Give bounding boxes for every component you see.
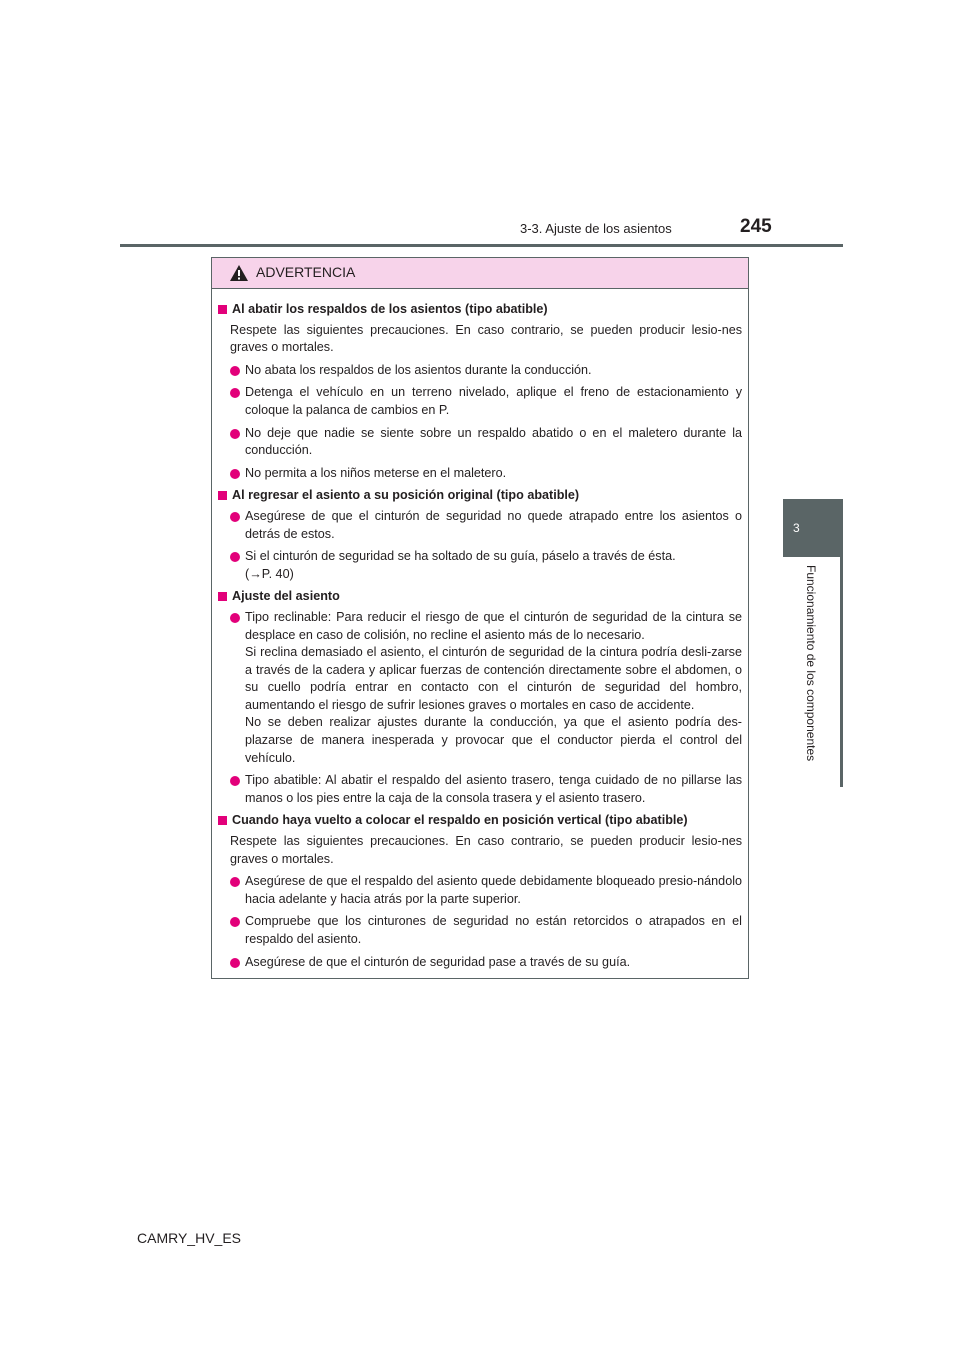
- list-item: Compruebe que los cinturones de seguridad no están retorcidos o atrapados en el respaldo del asiento.: [218, 913, 742, 948]
- section-heading: Al regresar el asiento a su posición original (tipo abatible): [218, 487, 742, 505]
- section-heading: Cuando haya vuelto a colocar el respaldo en posición vertical (tipo abatible): [218, 812, 742, 830]
- list-item: Tipo abatible: Al abatir el respaldo del asiento trasero, tenga cuidado de no pillarse las manos o los pies entre la caja de la consola trasera y el asiento trasero.: [218, 772, 742, 807]
- square-bullet-icon: [218, 816, 227, 825]
- warning-header: [212, 258, 748, 289]
- dot-bullet-icon: [230, 877, 240, 887]
- header-rule: [120, 244, 843, 247]
- dot-bullet-icon: [230, 613, 240, 623]
- square-bullet-icon: [218, 305, 227, 314]
- section-heading: Al abatir los respaldos de los asientos (tipo abatible): [218, 301, 742, 319]
- paragraph: No se deben realizar ajustes durante la conducción, ya que el asiento podría des-plazarse de manera inesperada y provocar que el conductor pierda el control del vehículo.: [245, 715, 742, 765]
- paragraph: Si reclina demasiado el asiento, el cinturón de seguridad de la cintura podría desli-zarse a través de la cadera y aplicar fuerzas de contención directamente sobre el abdomen, o su cuello podría entrar en contacto con el cinturón de seguridad del hombro, aumentando el riesgo de sufrir lesiones graves o mortales en caso de accidente.: [245, 645, 742, 712]
- dot-bullet-icon: [230, 552, 240, 562]
- list-item: Asegúrese de que el cinturón de seguridad pase a través de su guía.: [218, 954, 742, 972]
- list-item: Asegúrese de que el respaldo del asiento quede debidamente bloqueado presio-nándolo hacia adelante y hacia atrás por la parte superior.: [218, 873, 742, 908]
- list-item: No abata los respaldos de los asientos durante la conducción.: [218, 362, 742, 380]
- chapter-title-vertical: [800, 565, 822, 785]
- dot-bullet-icon: [230, 917, 240, 927]
- dot-bullet-icon: [230, 469, 240, 479]
- chapter-title: Funcionamiento de los componentes: [804, 565, 818, 762]
- paragraph: Tipo reclinable: Para reducir el riesgo de que el cinturón de seguridad de la cintura se desplace en caso de colisión, no recline el asiento más de lo necesario.: [245, 609, 742, 642]
- chapter-side-rule: [840, 557, 843, 787]
- page-number: 245: [740, 216, 772, 237]
- chapter-tab: [783, 499, 843, 557]
- warning-title: ADVERTENCIA: [256, 264, 356, 280]
- square-bullet-icon: [218, 592, 227, 601]
- square-bullet-icon: [218, 491, 227, 500]
- section-title: 3-3. Ajuste de los asientos: [520, 221, 672, 236]
- dot-bullet-icon: [230, 388, 240, 398]
- page-reference: (→P. 40): [245, 566, 294, 581]
- list-item: Detenga el vehículo en un terreno nivelado, aplique el freno de estacionamiento y coloque la palanca de cambios en P.: [218, 384, 742, 419]
- list-item: No permita a los niños meterse en el maletero.: [218, 465, 742, 483]
- model-code: CAMRY_HV_ES: [137, 1230, 242, 1246]
- list-item: Asegúrese de que el cinturón de seguridad no quede atrapado entre los asientos o detrás de estos.: [218, 508, 742, 543]
- dot-bullet-icon: [230, 776, 240, 786]
- dot-bullet-icon: [230, 512, 240, 522]
- list-item: [218, 609, 742, 767]
- warning-triangle-icon: [229, 264, 249, 282]
- section-intro: Respete las siguientes precauciones. En caso contrario, se pueden producir lesio-nes graves o mortales.: [230, 322, 742, 355]
- dot-bullet-icon: [230, 958, 240, 968]
- warning-body: [212, 289, 748, 971]
- chapter-number: 3: [793, 521, 800, 535]
- list-item: No deje que nadie se siente sobre un respaldo abatido o en el maletero durante la conducción.: [218, 425, 742, 460]
- dot-bullet-icon: [230, 429, 240, 439]
- list-item-text: Si el cinturón de seguridad se ha soltado de su guía, páselo a través de ésta.: [245, 549, 676, 564]
- section-heading: Ajuste del asiento: [218, 588, 742, 606]
- list-item: [218, 548, 742, 583]
- warning-box: [211, 257, 749, 979]
- section-intro: Respete las siguientes precauciones. En caso contrario, se pueden producir lesio-nes graves o mortales.: [230, 834, 742, 866]
- dot-bullet-icon: [230, 366, 240, 376]
